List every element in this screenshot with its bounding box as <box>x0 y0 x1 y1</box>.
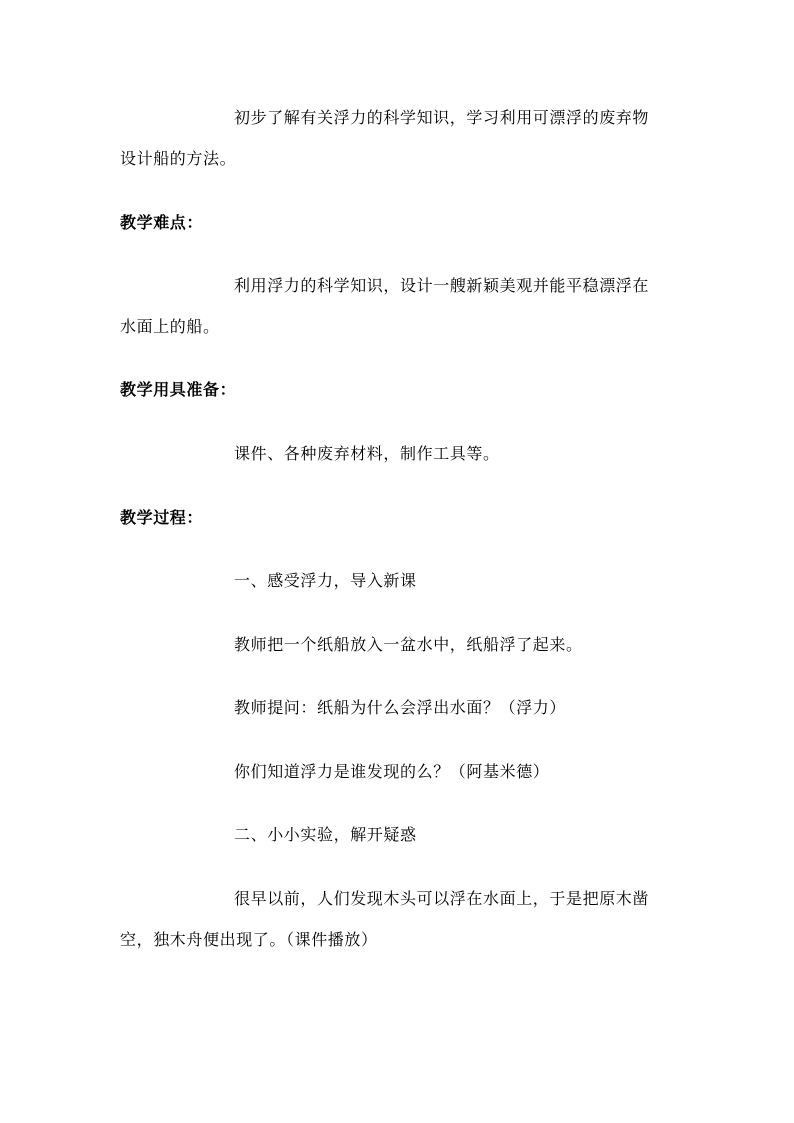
paragraph-line: 空，独木舟便出现了。（课件播放） <box>120 930 378 949</box>
paragraph-line: 水面上的船。 <box>120 317 220 336</box>
paragraph-line: 你们知道浮力是谁发现的么？（阿基米德） <box>234 762 550 781</box>
section-heading-process: 教学过程： <box>120 508 204 527</box>
paragraph-line: 很早以前，人们发现木头可以浮在水面上，于是把原木凿 <box>234 889 650 908</box>
paragraph-line: 利用浮力的科学知识，设计一艘新颖美观并能平稳漂浮在 <box>234 276 650 295</box>
paragraph-line: 初步了解有关浮力的科学知识，学习利用可漂浮的废弃物 <box>234 108 650 127</box>
paragraph-line: 教师把一个纸船放入一盆水中，纸船浮了起来。 <box>234 635 583 654</box>
section-heading-tools: 教学用具准备： <box>120 380 237 399</box>
step-title: 一、感受浮力，导入新课 <box>234 571 417 590</box>
step-title: 二、小小实验，解开疑惑 <box>234 825 417 844</box>
paragraph-line: 课件、各种废弃材料，制作工具等。 <box>234 444 500 463</box>
paragraph-line: 教师提问：纸船为什么会浮出水面？（浮力） <box>234 698 567 717</box>
paragraph-line: 设计船的方法。 <box>120 149 237 168</box>
section-heading-difficulty: 教学难点： <box>120 213 204 232</box>
